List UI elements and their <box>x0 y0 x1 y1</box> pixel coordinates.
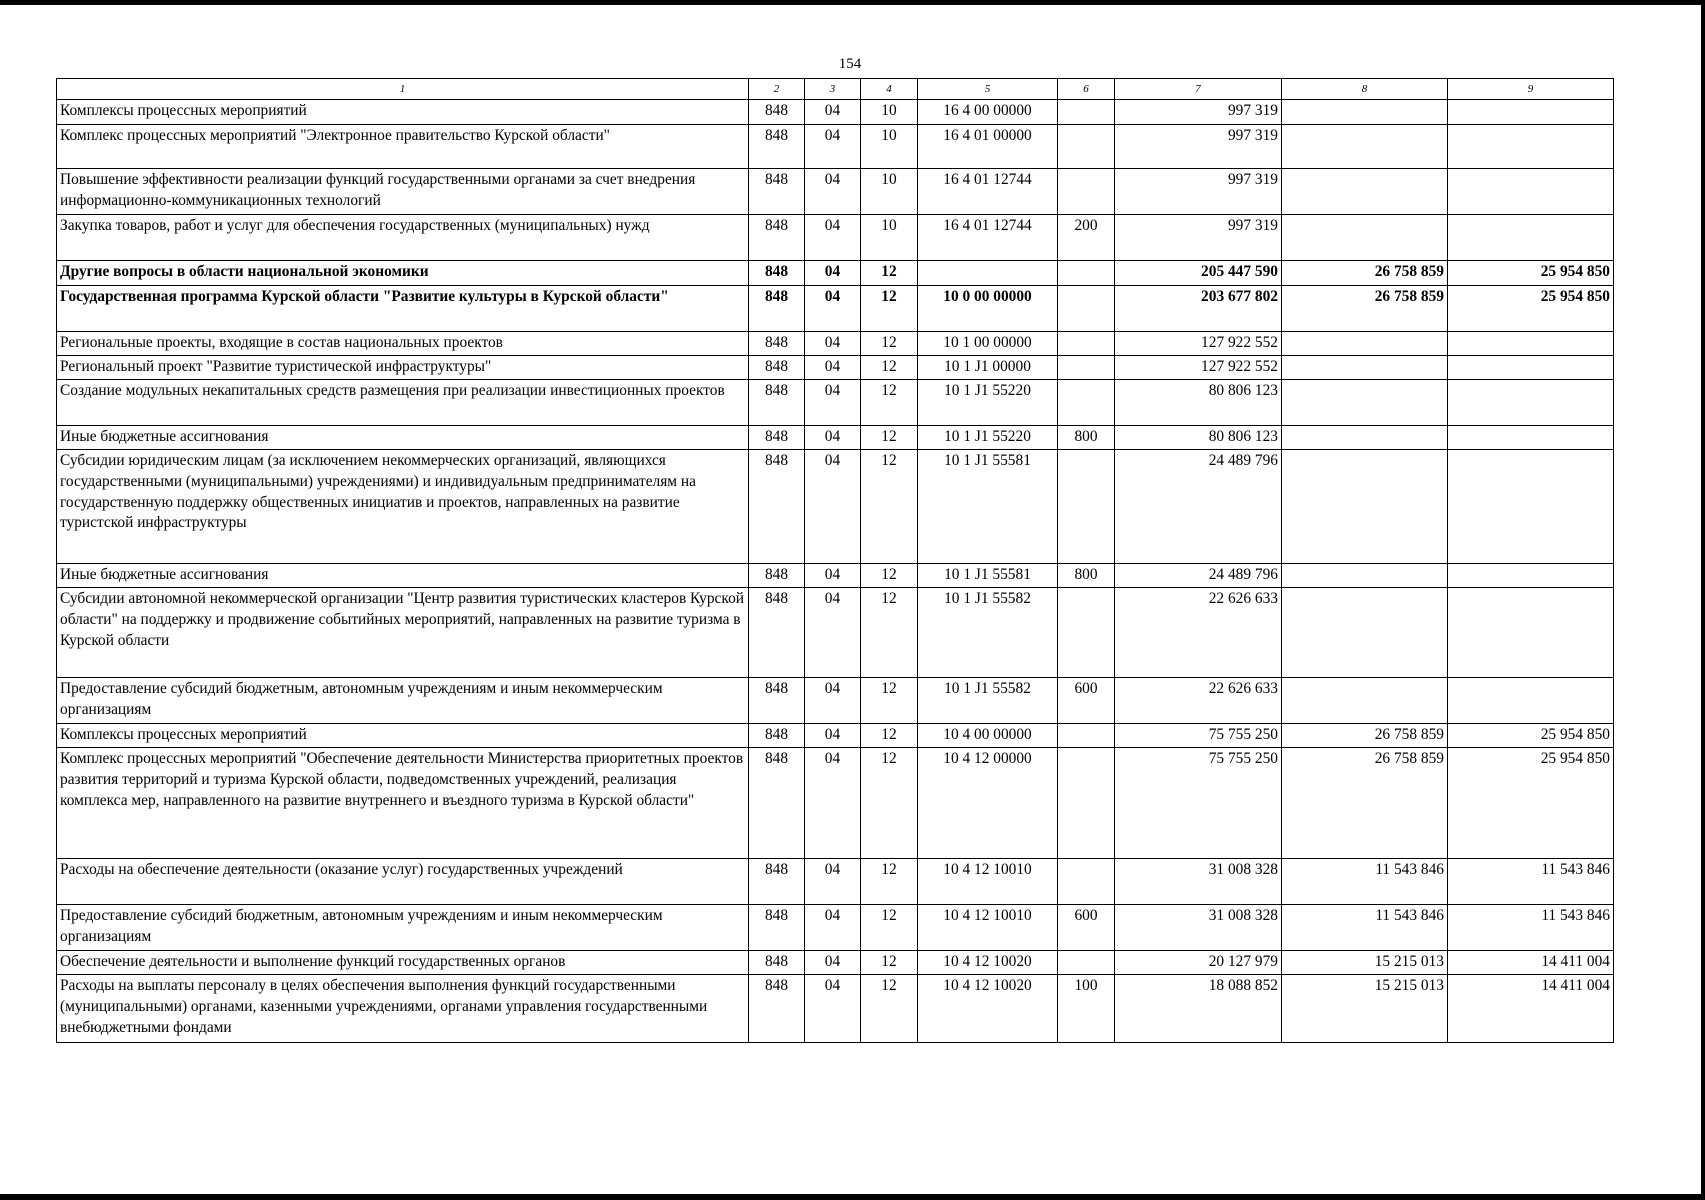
table-body <box>57 100 1614 1043</box>
row-section: 04 <box>805 975 861 1043</box>
row-ministry-code: 848 <box>749 356 805 380</box>
row-subsection: 12 <box>861 905 918 951</box>
scan-edge-top <box>0 0 1705 5</box>
table-row <box>57 748 1614 859</box>
row-amount-year-2: 26 758 859 <box>1282 724 1448 748</box>
row-target-article: 10 1 J1 55581 <box>918 564 1058 588</box>
row-expense-type <box>1058 261 1115 286</box>
row-amount-year-3 <box>1448 215 1614 261</box>
table-row <box>57 100 1614 125</box>
row-expense-type <box>1058 748 1115 859</box>
row-amount-year-3: 14 411 004 <box>1448 975 1614 1043</box>
table-row <box>57 588 1614 678</box>
row-ministry-code: 848 <box>749 564 805 588</box>
column-header: 5 <box>918 79 1058 100</box>
table-row <box>57 380 1614 426</box>
row-target-article: 10 4 12 00000 <box>918 748 1058 859</box>
scan-edge-bottom <box>0 1194 1705 1200</box>
table-row <box>57 426 1614 450</box>
row-amount-year-2 <box>1282 588 1448 678</box>
scan-edge-right <box>1701 0 1705 1200</box>
table-row <box>57 450 1614 564</box>
row-ministry-code: 848 <box>749 905 805 951</box>
row-section: 04 <box>805 100 861 125</box>
row-name: Расходы на обеспечение деятельности (оказание услуг) государственных учреждений <box>57 859 749 905</box>
row-amount-year-3: 11 543 846 <box>1448 905 1614 951</box>
row-subsection: 12 <box>861 588 918 678</box>
row-expense-type <box>1058 450 1115 564</box>
row-name: Комплексы процессных мероприятий <box>57 724 749 748</box>
column-header: 9 <box>1448 79 1614 100</box>
row-subsection: 10 <box>861 100 918 125</box>
row-target-article: 16 4 01 00000 <box>918 125 1058 169</box>
row-subsection: 12 <box>861 678 918 724</box>
column-header: 4 <box>861 79 918 100</box>
row-expense-type <box>1058 100 1115 125</box>
row-amount-year-1: 18 088 852 <box>1115 975 1282 1043</box>
row-target-article: 10 4 00 00000 <box>918 724 1058 748</box>
table-row <box>57 286 1614 332</box>
row-amount-year-1: 75 755 250 <box>1115 724 1282 748</box>
row-subsection: 12 <box>861 356 918 380</box>
row-amount-year-2 <box>1282 678 1448 724</box>
table-row <box>57 169 1614 215</box>
row-amount-year-1: 75 755 250 <box>1115 748 1282 859</box>
row-ministry-code: 848 <box>749 215 805 261</box>
row-expense-type <box>1058 169 1115 215</box>
table-row <box>57 215 1614 261</box>
column-header: 6 <box>1058 79 1115 100</box>
row-expense-type <box>1058 380 1115 426</box>
row-amount-year-3 <box>1448 125 1614 169</box>
row-ministry-code: 848 <box>749 588 805 678</box>
row-expense-type: 600 <box>1058 678 1115 724</box>
column-header: 7 <box>1115 79 1282 100</box>
row-amount-year-2 <box>1282 100 1448 125</box>
column-header: 2 <box>749 79 805 100</box>
row-name: Другие вопросы в области национальной экономики <box>57 261 749 286</box>
row-subsection: 12 <box>861 951 918 975</box>
row-name: Расходы на выплаты персоналу в целях обеспечения выполнения функций государственными (муниципальными) органами, казенными учреждениями, органами управления государственными внебюджетными фондами <box>57 975 749 1043</box>
table-row <box>57 125 1614 169</box>
row-amount-year-2: 11 543 846 <box>1282 905 1448 951</box>
row-subsection: 12 <box>861 975 918 1043</box>
row-ministry-code: 848 <box>749 100 805 125</box>
row-name: Предоставление субсидий бюджетным, автономным учреждениям и иным некоммерческим организациям <box>57 678 749 724</box>
row-subsection: 12 <box>861 450 918 564</box>
row-target-article: 10 4 12 10020 <box>918 951 1058 975</box>
row-amount-year-3 <box>1448 588 1614 678</box>
row-section: 04 <box>805 951 861 975</box>
row-ministry-code: 848 <box>749 426 805 450</box>
row-target-article: 10 1 J1 55582 <box>918 678 1058 724</box>
row-target-article: 10 4 12 10020 <box>918 975 1058 1043</box>
row-target-article: 10 4 12 10010 <box>918 905 1058 951</box>
table-row <box>57 332 1614 356</box>
row-target-article <box>918 261 1058 286</box>
row-amount-year-1: 24 489 796 <box>1115 564 1282 588</box>
row-amount-year-1: 205 447 590 <box>1115 261 1282 286</box>
row-amount-year-3: 25 954 850 <box>1448 724 1614 748</box>
header-row <box>57 79 1614 100</box>
row-ministry-code: 848 <box>749 859 805 905</box>
row-section: 04 <box>805 748 861 859</box>
row-amount-year-3 <box>1448 450 1614 564</box>
row-amount-year-2: 26 758 859 <box>1282 261 1448 286</box>
row-name: Создание модульных некапитальных средств размещения при реализации инвестиционных проектов <box>57 380 749 426</box>
row-subsection: 10 <box>861 215 918 261</box>
row-ministry-code: 848 <box>749 380 805 426</box>
row-amount-year-2 <box>1282 450 1448 564</box>
row-expense-type <box>1058 332 1115 356</box>
row-expense-type: 200 <box>1058 215 1115 261</box>
row-name: Региональные проекты, входящие в состав национальных проектов <box>57 332 749 356</box>
row-subsection: 12 <box>861 286 918 332</box>
row-subsection: 12 <box>861 748 918 859</box>
row-amount-year-3: 25 954 850 <box>1448 286 1614 332</box>
row-target-article: 10 1 J1 55581 <box>918 450 1058 564</box>
row-section: 04 <box>805 564 861 588</box>
row-expense-type: 600 <box>1058 905 1115 951</box>
table-row <box>57 356 1614 380</box>
row-section: 04 <box>805 724 861 748</box>
row-section: 04 <box>805 588 861 678</box>
row-amount-year-3 <box>1448 356 1614 380</box>
row-amount-year-1: 22 626 633 <box>1115 588 1282 678</box>
row-name: Субсидии автономной некоммерческой организации "Центр развития туристических кластеров Курской области" на поддержку и продвижение событийных мероприятий, направленных на развитие туризма в Курской области <box>57 588 749 678</box>
row-expense-type <box>1058 125 1115 169</box>
row-target-article: 10 4 12 10010 <box>918 859 1058 905</box>
row-name: Субсидии юридическим лицам (за исключением некоммерческих организаций, являющихся государственными (муниципальными) учреждениями) и индивидуальным предпринимателям на государственную поддержку общественных инициатив и проектов, направленных на развитие туристской инфраструктуры <box>57 450 749 564</box>
budget-table <box>56 78 1614 1043</box>
row-expense-type <box>1058 286 1115 332</box>
table-row <box>57 724 1614 748</box>
row-amount-year-2 <box>1282 215 1448 261</box>
row-name: Иные бюджетные ассигнования <box>57 564 749 588</box>
row-subsection: 12 <box>861 859 918 905</box>
row-subsection: 12 <box>861 380 918 426</box>
row-amount-year-1: 80 806 123 <box>1115 380 1282 426</box>
row-section: 04 <box>805 169 861 215</box>
row-amount-year-3 <box>1448 564 1614 588</box>
row-amount-year-3 <box>1448 380 1614 426</box>
table-row <box>57 951 1614 975</box>
row-amount-year-2 <box>1282 356 1448 380</box>
row-section: 04 <box>805 905 861 951</box>
row-name: Предоставление субсидий бюджетным, автономным учреждениям и иным некоммерческим организациям <box>57 905 749 951</box>
row-amount-year-1: 997 319 <box>1115 100 1282 125</box>
row-amount-year-2 <box>1282 380 1448 426</box>
row-section: 04 <box>805 125 861 169</box>
row-amount-year-2: 11 543 846 <box>1282 859 1448 905</box>
row-section: 04 <box>805 215 861 261</box>
row-amount-year-2: 26 758 859 <box>1282 748 1448 859</box>
row-amount-year-2: 15 215 013 <box>1282 975 1448 1043</box>
column-header: 8 <box>1282 79 1448 100</box>
row-target-article: 16 4 01 12744 <box>918 215 1058 261</box>
row-amount-year-1: 22 626 633 <box>1115 678 1282 724</box>
row-ministry-code: 848 <box>749 724 805 748</box>
row-ministry-code: 848 <box>749 261 805 286</box>
column-header: 3 <box>805 79 861 100</box>
row-section: 04 <box>805 450 861 564</box>
row-target-article: 10 1 00 00000 <box>918 332 1058 356</box>
table-row <box>57 678 1614 724</box>
row-target-article: 16 4 00 00000 <box>918 100 1058 125</box>
row-amount-year-3 <box>1448 100 1614 125</box>
row-ministry-code: 848 <box>749 286 805 332</box>
row-ministry-code: 848 <box>749 748 805 859</box>
row-amount-year-2 <box>1282 426 1448 450</box>
row-subsection: 12 <box>861 426 918 450</box>
table-row <box>57 261 1614 286</box>
row-amount-year-1: 997 319 <box>1115 215 1282 261</box>
row-ministry-code: 848 <box>749 450 805 564</box>
row-amount-year-1: 127 922 552 <box>1115 332 1282 356</box>
row-name: Комплекс процессных мероприятий "Обеспечение деятельности Министерства приоритетных проектов развития территорий и туризма Курской области, подведомственных учреждений, реализация комплекса мер, направленного на развитие внутреннего и въездного туризма в Курской области" <box>57 748 749 859</box>
row-amount-year-3: 11 543 846 <box>1448 859 1614 905</box>
row-subsection: 12 <box>861 261 918 286</box>
row-amount-year-1: 997 319 <box>1115 169 1282 215</box>
row-expense-type <box>1058 859 1115 905</box>
row-target-article: 16 4 01 12744 <box>918 169 1058 215</box>
row-expense-type <box>1058 951 1115 975</box>
row-expense-type <box>1058 356 1115 380</box>
row-amount-year-3 <box>1448 678 1614 724</box>
table-row <box>57 905 1614 951</box>
row-section: 04 <box>805 380 861 426</box>
row-amount-year-1: 31 008 328 <box>1115 859 1282 905</box>
row-name: Обеспечение деятельности и выполнение функций государственных органов <box>57 951 749 975</box>
row-section: 04 <box>805 426 861 450</box>
row-expense-type <box>1058 724 1115 748</box>
row-amount-year-3 <box>1448 426 1614 450</box>
row-amount-year-1: 203 677 802 <box>1115 286 1282 332</box>
row-ministry-code: 848 <box>749 169 805 215</box>
page-number: 154 <box>838 56 862 72</box>
row-amount-year-1: 20 127 979 <box>1115 951 1282 975</box>
row-amount-year-3: 25 954 850 <box>1448 261 1614 286</box>
row-amount-year-2 <box>1282 169 1448 215</box>
row-section: 04 <box>805 678 861 724</box>
row-target-article: 10 1 J1 00000 <box>918 356 1058 380</box>
row-amount-year-1: 127 922 552 <box>1115 356 1282 380</box>
row-amount-year-1: 80 806 123 <box>1115 426 1282 450</box>
row-section: 04 <box>805 286 861 332</box>
table-row <box>57 564 1614 588</box>
row-amount-year-1: 31 008 328 <box>1115 905 1282 951</box>
row-amount-year-2 <box>1282 564 1448 588</box>
row-amount-year-3: 14 411 004 <box>1448 951 1614 975</box>
row-expense-type: 800 <box>1058 564 1115 588</box>
row-subsection: 12 <box>861 724 918 748</box>
row-name: Повышение эффективности реализации функций государственными органами за счет внедрения информационно-коммуникационных технологий <box>57 169 749 215</box>
row-ministry-code: 848 <box>749 951 805 975</box>
table-row <box>57 975 1614 1043</box>
row-section: 04 <box>805 356 861 380</box>
row-expense-type: 800 <box>1058 426 1115 450</box>
row-target-article: 10 1 J1 55220 <box>918 426 1058 450</box>
table-row <box>57 859 1614 905</box>
row-amount-year-3 <box>1448 169 1614 215</box>
row-subsection: 10 <box>861 125 918 169</box>
row-section: 04 <box>805 859 861 905</box>
row-name: Комплекс процессных мероприятий "Электронное правительство Курской области" <box>57 125 749 169</box>
row-target-article: 10 0 00 00000 <box>918 286 1058 332</box>
row-amount-year-2: 26 758 859 <box>1282 286 1448 332</box>
column-header: 1 <box>57 79 749 100</box>
row-ministry-code: 848 <box>749 678 805 724</box>
row-subsection: 12 <box>861 332 918 356</box>
row-section: 04 <box>805 332 861 356</box>
row-name: Комплексы процессных мероприятий <box>57 100 749 125</box>
row-ministry-code: 848 <box>749 975 805 1043</box>
row-amount-year-2 <box>1282 125 1448 169</box>
row-amount-year-3 <box>1448 332 1614 356</box>
row-target-article: 10 1 J1 55220 <box>918 380 1058 426</box>
row-amount-year-2: 15 215 013 <box>1282 951 1448 975</box>
row-expense-type: 100 <box>1058 975 1115 1043</box>
row-expense-type <box>1058 588 1115 678</box>
row-subsection: 12 <box>861 564 918 588</box>
row-amount-year-2 <box>1282 332 1448 356</box>
row-subsection: 10 <box>861 169 918 215</box>
row-name: Закупка товаров, работ и услуг для обеспечения государственных (муниципальных) нужд <box>57 215 749 261</box>
row-name: Иные бюджетные ассигнования <box>57 426 749 450</box>
row-amount-year-1: 997 319 <box>1115 125 1282 169</box>
row-name: Государственная программа Курской области "Развитие культуры в Курской области" <box>57 286 749 332</box>
row-section: 04 <box>805 261 861 286</box>
row-ministry-code: 848 <box>749 125 805 169</box>
row-amount-year-1: 24 489 796 <box>1115 450 1282 564</box>
row-amount-year-3: 25 954 850 <box>1448 748 1614 859</box>
row-target-article: 10 1 J1 55582 <box>918 588 1058 678</box>
row-ministry-code: 848 <box>749 332 805 356</box>
row-name: Региональный проект "Развитие туристической инфраструктуры" <box>57 356 749 380</box>
